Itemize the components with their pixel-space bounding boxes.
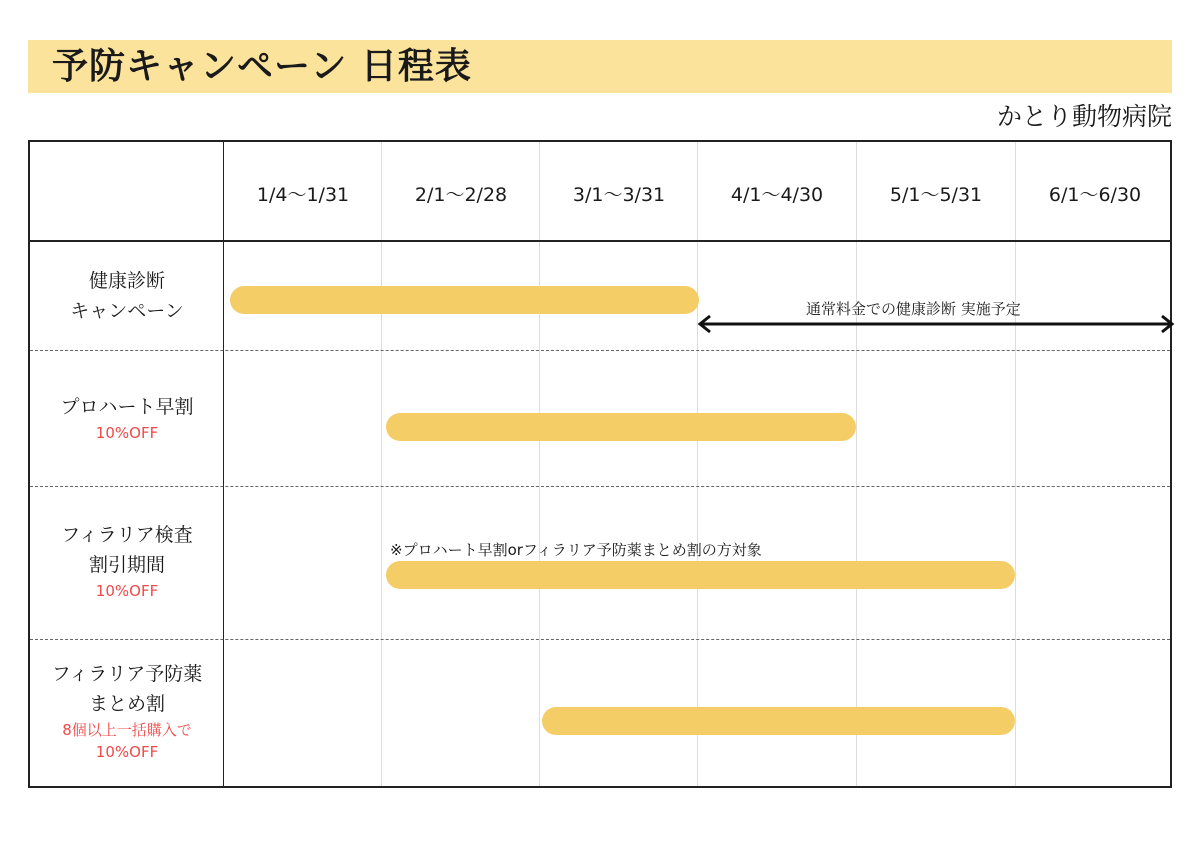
period-header-feb: 2/1〜2/28	[414, 184, 508, 206]
discount-note: 10%OFF	[95, 743, 159, 761]
period-divider	[381, 142, 382, 786]
row-label-line: フィラリア検査	[61, 524, 193, 546]
regular-price-annotation: 通常料金での健康診断 実施予定	[806, 300, 1021, 318]
discount-note: 10%OFF	[95, 582, 159, 600]
campaign-bar-filaria-bulk	[542, 707, 1015, 735]
row-label-line: フィラリア予防薬	[51, 663, 203, 685]
row-label-line: キャンペーン	[70, 300, 184, 322]
row-divider	[30, 350, 1170, 351]
header-divider	[30, 240, 1170, 242]
row-label-line: 健康診断	[88, 270, 165, 292]
campaign-bar-health-check	[230, 286, 699, 314]
row-label-filaria-bulk	[30, 659, 224, 763]
campaign-bar-prohart-early	[386, 413, 856, 441]
period-divider	[697, 142, 698, 786]
period-divider	[539, 142, 540, 786]
period-header-apr: 4/1〜4/30	[730, 184, 824, 206]
row-label-health-check	[30, 266, 224, 326]
schedule-table	[28, 140, 1172, 788]
row-label-line: 割引期間	[88, 554, 165, 576]
row-divider	[30, 486, 1170, 487]
period-divider	[856, 142, 857, 786]
period-divider	[1015, 142, 1016, 786]
row-label-line: プロハート早割	[60, 396, 194, 418]
discount-note: 10%OFF	[95, 424, 159, 442]
period-header-jan: 1/4〜1/31	[256, 184, 350, 206]
eligibility-annotation: ※プロハート早割orフィラリア予防薬まとめ割の方対象	[390, 541, 762, 559]
discount-note: 8個以上一括購入で	[62, 721, 192, 739]
row-label-filaria-test	[30, 520, 224, 602]
campaign-bar-filaria-test	[386, 561, 1015, 589]
period-header-mar: 3/1〜3/31	[572, 184, 666, 206]
period-header-jun: 6/1〜6/30	[1048, 184, 1142, 206]
row-divider	[30, 639, 1170, 640]
row-label-line: まとめ割	[88, 693, 165, 715]
row-label-prohart-early	[30, 392, 224, 444]
double-arrow-icon	[697, 314, 1175, 334]
period-header-may: 5/1〜5/31	[889, 184, 983, 206]
page-title: 予防キャンペーン 日程表	[52, 46, 472, 87]
clinic-name: かとり動物病院	[996, 102, 1172, 131]
